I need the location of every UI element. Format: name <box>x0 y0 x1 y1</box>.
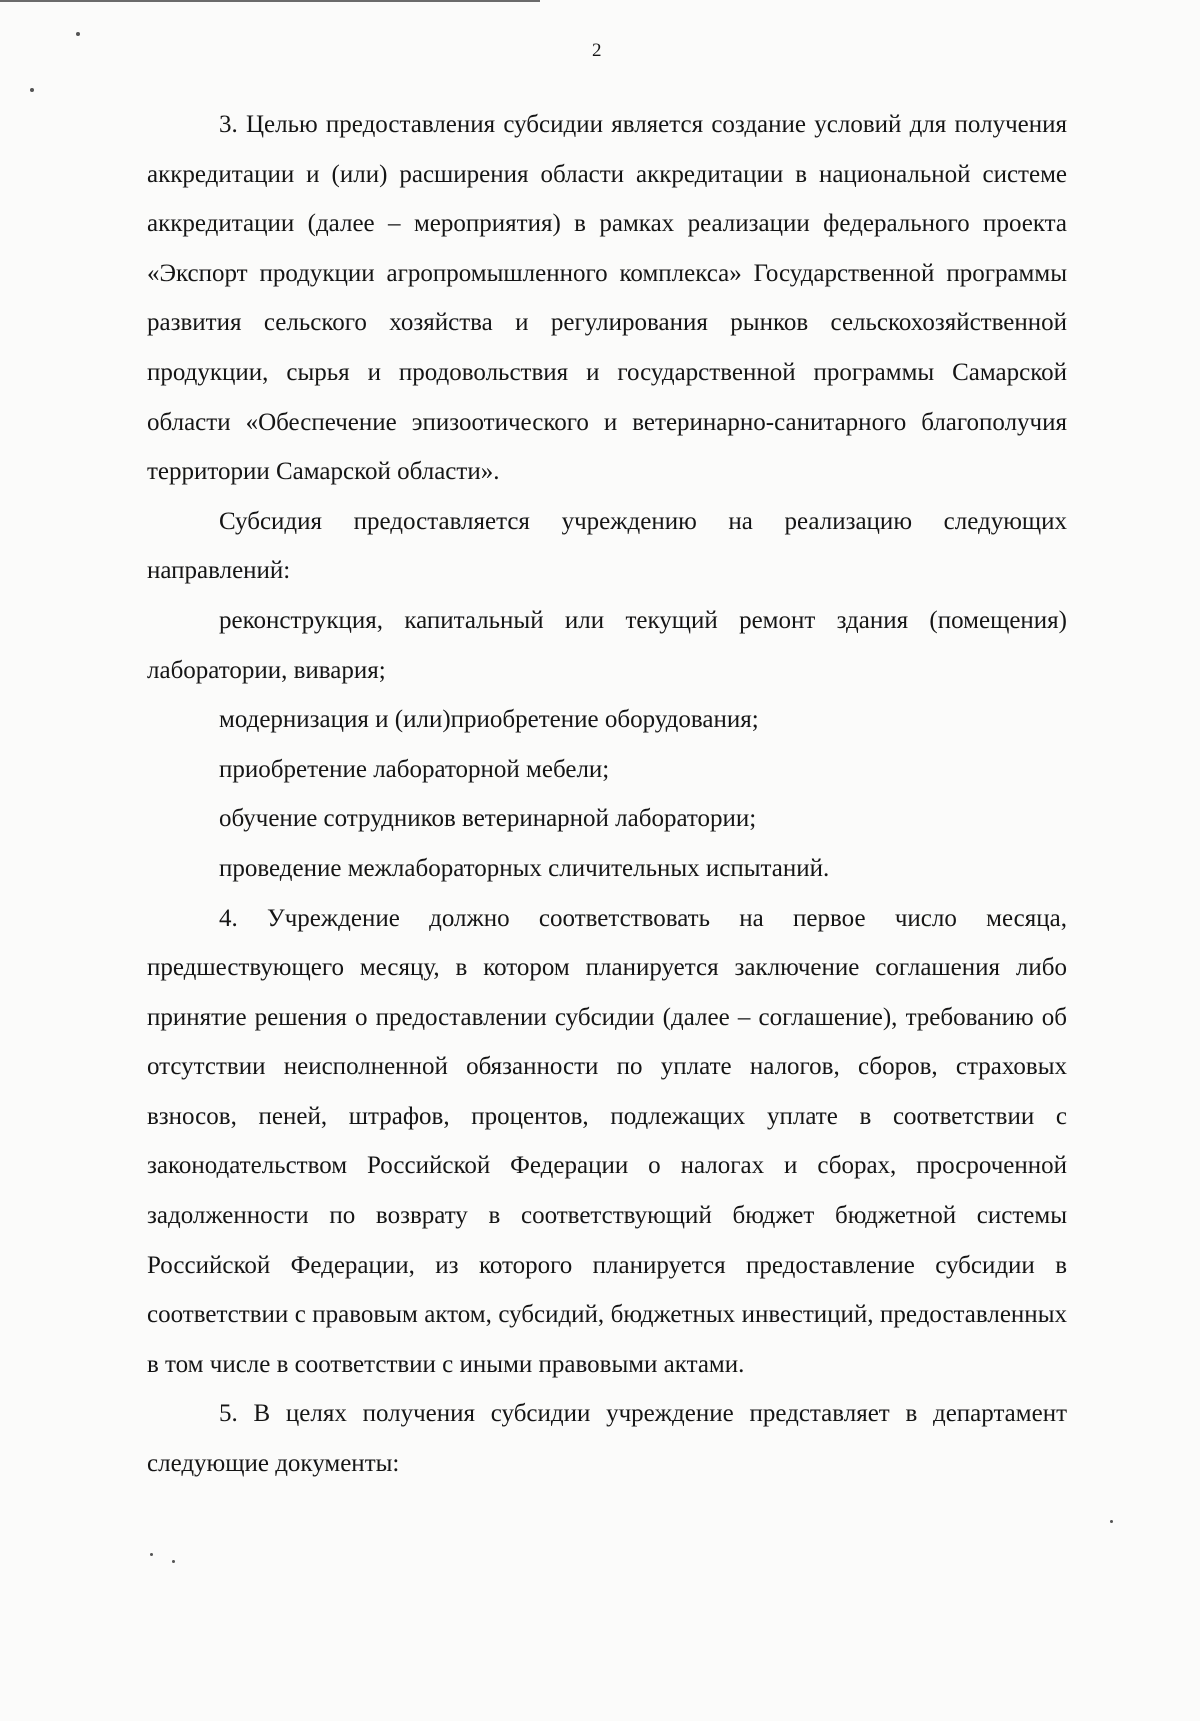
scan-edge-line <box>0 0 540 2</box>
list-item-training: обучение сотрудников ветеринарной лаборатории; <box>219 805 757 833</box>
paragraph-5: 5. В целях получения субсидии учреждение представляет в департамент следующие документы: <box>147 1400 1067 1478</box>
page-number: 2 <box>592 40 602 61</box>
scan-speck <box>150 1553 153 1556</box>
scan-speck <box>1110 1520 1113 1523</box>
scan-speck <box>30 88 34 92</box>
list-item-furniture: приобретение лабораторной мебели; <box>219 755 610 783</box>
scan-speck <box>172 1560 175 1563</box>
list-item-reconstruction: реконструкция, капитальный или текущий ремонт здания (помещения) лаборатории, вивария; <box>147 606 1067 684</box>
paragraph-subsidy-directions: Субсидия предоставляется учреждению на реализацию следующих направлений: <box>147 507 1067 585</box>
list-item-modernization: модернизация и (или)приобретение оборудования; <box>219 706 759 734</box>
paragraph-3: 3. Целью предоставления субсидии является создание условий для получения аккредитации и (или) расширения области аккредитации в национальной системе аккредитации (далее – мероприятия) в рамках реализации федерального проекта «Экспорт продукции агропромышленного комплекса» Государственной программы развития сельского хозяйства и регулирования рынков сельскохозяйственной продукции, сырья и продовольствия и государственной программы Самарской области «Обеспечение эпизоотического и ветеринарно-санитарного благополучия территории Самарской области». <box>147 111 1067 486</box>
scan-speck <box>76 32 80 36</box>
document-body <box>147 100 1067 1489</box>
list-item-comparison-tests: проведение межлабораторных сличительных испытаний. <box>219 854 830 882</box>
paragraph-4: 4. Учреждение должно соответствовать на первое число месяца, предшествующего месяцу, в котором планируется заключение соглашения либо принятие решения о предоставлении субсидии (далее – соглашение), требованию об отсутствии неисполненной обязанности по уплате налогов, сборов, страховых взносов, пеней, штрафов, процентов, подлежащих уплате в соответствии с законодательством Российской Федерации о налогах и сборах, просроченной задолженности по возврату в соответствующий бюджет бюджетной системы Российской Федерации, из которого планируется предоставление субсидии в соответствии с правовым актом, субсидий, бюджетных инвестиций, предоставленных в том числе в соответствии с иными правовыми актами. <box>147 904 1067 1378</box>
